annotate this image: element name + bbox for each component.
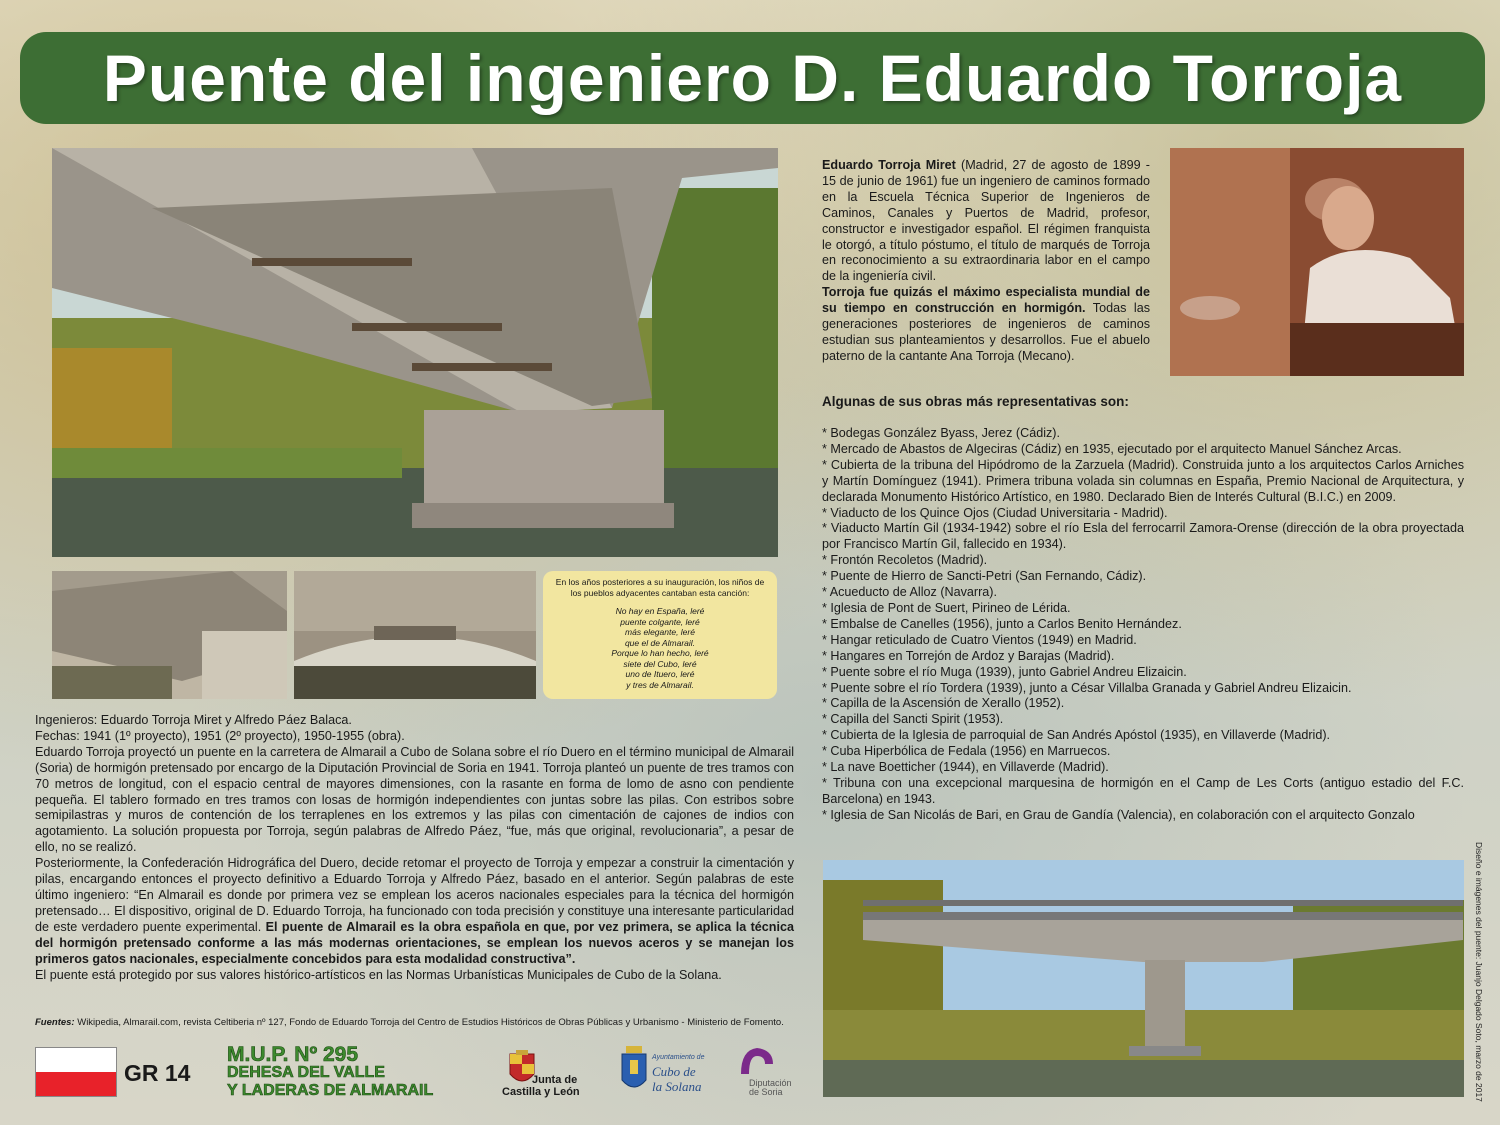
bio-highlight: Torroja fue quizás el máximo especialista mundial de su tiempo en construcción en hormigón. bbox=[822, 285, 1150, 316]
works-list bbox=[822, 426, 1464, 824]
works-item: * Acueducto de Alloz (Navarra). bbox=[822, 585, 998, 600]
mup-number: M.U.P. Nº 295 bbox=[227, 1043, 359, 1066]
bridge-arch-photo bbox=[294, 571, 536, 699]
works-item: * Cubierta de la Iglesia de parroquial de San Andrés Apóstol (1935), en Villaverde (Madrid). bbox=[822, 728, 1331, 743]
torroja-portrait bbox=[1170, 148, 1464, 376]
bio-paragraph-1: (Madrid, 27 de agosto de 1899 - 15 de junio de 1961) fue un ingeniero de caminos formado en la Escuela Técnica Superior de Ingenieros de Caminos, Canales y Puertos de Madrid, profesor, constructor e investigador español. El régimen franquista le otorgó, a título póstumo, el título de marqués de Torroja en reconocimiento a su extraordinaria labor en el campo de la ingeniería civil. bbox=[822, 158, 1150, 284]
history-highlight: El puente de Almarail es la obra española en que, por vez primera, se aplica la técnica del hormigón pretensado conforme a las más modernas orientaciones, se emplean los nuevos aceros y se manejan los primeros gatos nacionales, especialmente concebidos para esta modalidad constructiva”. bbox=[35, 919, 794, 966]
history-paragraph-3: El puente está protegido por sus valores histórico-artísticos en las Normas Urbanísticas Municipales de Cubo de la Solana. bbox=[35, 967, 722, 982]
works-item: * Capilla del Sancti Spirit (1953). bbox=[822, 712, 1004, 727]
works-item: * Viaducto de los Quince Ojos (Ciudad Universitaria - Madrid). bbox=[822, 505, 1168, 520]
bio-text bbox=[822, 158, 1150, 365]
bridge-history-text bbox=[35, 713, 794, 983]
works-item: * Iglesia de San Nicolás de Bari, en Grau de Gandía (Valencia), en colaboración con el arquitecto Gonzalo bbox=[822, 807, 1415, 822]
works-item: * Iglesia de Pont de Suert, Pirineo de Lérida. bbox=[822, 600, 1071, 615]
ayto-line1: Ayuntamiento de bbox=[652, 1054, 705, 1061]
dip-line1: Diputación bbox=[749, 1078, 792, 1088]
works-item: * Puente sobre el río Tordera (1939), junto a César Villalba Granada y Gabriel Andreu Elizaicin. bbox=[822, 680, 1352, 695]
mup-name-line2: Y LADERAS DE ALMARAIL bbox=[227, 1082, 434, 1099]
works-item: * Embalse de Canelles (1956), junto a Carlos Benito Hernández. bbox=[822, 616, 1182, 631]
sources-line bbox=[35, 1017, 805, 1028]
ayto-line2: Cubo de bbox=[652, 1064, 696, 1079]
history-paragraph-2: Posteriormente, la Confederación Hidrográfica del Duero, decide retomar el proyecto de Torroja y empezar a construir la cimentación y pilas, encargando entonces el proyecto definitivo a Eduardo Torroja y Alfredo Páez, basado en el anterior. Según palabras de este último ingeniero: “En Almarail es donde por primera vez se emplean los aceros nacionales especiales para la técnica del hormigón pretensado… El dispositivo, original de D. Eduardo Torroja, ha funcionado con toda precisión y constituye una interesante particularidad de este verdadero puente experimental. bbox=[35, 856, 794, 934]
diputacion-soria-logo bbox=[733, 1046, 803, 1098]
works-item: * Bodegas González Byass, Jerez (Cádiz). bbox=[822, 426, 1060, 440]
junta-line1: Junta de bbox=[532, 1074, 578, 1086]
works-item: * Tribuna con una excepcional marquesina de hormigón en el Camp de Les Corts (antiguo estadio del F.C. Barcelona) en 1943. bbox=[822, 775, 1464, 806]
engineers-line: Ingenieros: Eduardo Torroja Miret y Alfredo Páez Balaca. bbox=[35, 713, 352, 727]
song-verse: No hay en España, leré puente colgante, leré más elegante, leré que el de Almarail. Porque lo han hecho, leré siete del Cubo, leré uno de Ituero, leré y tres de Almarail. bbox=[611, 606, 709, 690]
bridge-abutment-photo bbox=[52, 571, 287, 699]
works-item: * Frontón Recoletos (Madrid). bbox=[822, 553, 988, 568]
history-paragraph-1: Eduardo Torroja proyectó un puente en la carretera de Almarail a Cubo de Solana sobre el río Duero en el término municipal de Almarail (Soria) de hormigón pretensado por encargo de la Diputación Provincial de Soria en 1941. Torroja planteó un puente de tres tramos con 70 metros de longitud, con el espacio central de mayores dimensiones, con la rasante en forma de lomo de asno con pendiente pequeña. El tablero formado en tres tramos con losas de hormigón independientes con juntas sobre las pilas. Con estribos sobre semipilastras y muros de contención de los terraplenes en los extremos y las pilas con cimentación de cajones de indios con agotamiento. La solución propuesta por Torroja, según palabras de Alfredo Páez, “fue, más que original, revolucionaria”, a pesar de ello, no se realizó. bbox=[35, 744, 794, 855]
works-item: * Cubierta de la tribuna del Hipódromo de la Zarzuela (Madrid). Construida junto a los arquitectos Carlos Arniches y Martín Domínguez (1941). Primera tribuna volada sin columnas en España, Premio Nacional de Arquitectura, y declarada Monumento Histórico Artístico, en 1980. Declarado Bien de Interés Cultural (B.I.C.) en 2009. bbox=[822, 457, 1464, 504]
bio-name: Eduardo Torroja Miret bbox=[822, 158, 956, 172]
bridge-underside-photo bbox=[52, 148, 778, 557]
cubo-shield-icon bbox=[620, 1046, 648, 1094]
works-item: * Hangares en Torrejón de Ardoz y Barajas (Madrid). bbox=[822, 648, 1115, 663]
works-item: * Viaducto Martín Gil (1934-1942) sobre el río Esla del ferrocarril Zamora-Orense (dirección de la obra proyectada por Francisco Martín Gil, fallecido en 1934). bbox=[822, 521, 1464, 552]
mup-label bbox=[227, 1043, 434, 1100]
sources-label: Fuentes: bbox=[35, 1017, 75, 1028]
works-item: * Cuba Hiperbólica de Fedala (1956) en Marruecos. bbox=[822, 744, 1111, 759]
gr-trail-flag bbox=[35, 1047, 117, 1097]
dates-line: Fechas: 1941 (1º proyecto), 1951 (2º proyecto), 1950-1955 (obra). bbox=[35, 728, 405, 743]
design-credit: Diseño e imágenes del puente: Juanjo Delgado Soto, marzo de 2017 bbox=[1474, 842, 1484, 1102]
works-item: * Capilla de la Ascensión de Xerallo (1952). bbox=[822, 696, 1065, 711]
bio-paragraph-2: Todas las generaciones posteriores de ingenieros de caminos estudian sus planteamientos y desarrollos. Fue el abuelo paterno de la cantante Ana Torroja (Mecano). bbox=[822, 301, 1150, 363]
diputacion-emblem-icon bbox=[737, 1046, 777, 1076]
junta-line2: Castilla y León bbox=[502, 1086, 580, 1098]
works-item: * Hangar reticulado de Cuatro Vientos (1949) en Madrid. bbox=[822, 632, 1137, 647]
works-title: Algunas de sus obras más representativas son: bbox=[822, 394, 1129, 409]
bridge-side-photo bbox=[823, 860, 1464, 1097]
works-item: * Mercado de Abastos de Algeciras (Cádiz) en 1935, ejecutado por el arquitecto Manuel Sánchez Arcas. bbox=[822, 441, 1402, 456]
song-intro: En los años posteriores a su inauguración, los niños de los pueblos adyacentes cantaban esta canción: bbox=[555, 577, 765, 598]
title-banner bbox=[20, 32, 1485, 124]
dip-line2: de Soria bbox=[749, 1087, 783, 1097]
works-item: * Puente sobre el río Muga (1939), junto Gabriel Andreu Elizaicin. bbox=[822, 664, 1187, 679]
junta-logo bbox=[502, 1048, 592, 1098]
gr-label: GR 14 bbox=[124, 1060, 191, 1086]
works-item: * Puente de Hierro de Sancti-Petri (San Fernando, Cádiz). bbox=[822, 569, 1147, 584]
ayto-line3: la Solana bbox=[652, 1079, 702, 1094]
works-item: * La nave Boetticher (1944), en Villaverde (Madrid). bbox=[822, 760, 1109, 775]
sources-text: Wikipedia, Almarail.com, revista Celtiberia nº 127, Fondo de Eduardo Torroja del Centro de Estudios Históricos de Obras Públicas y Urbanismo - Ministerio de Fomento. bbox=[74, 1017, 784, 1028]
page-title: Puente del ingeniero D. Eduardo Torroja bbox=[102, 41, 1403, 115]
song-box bbox=[543, 571, 777, 699]
mup-name-line1: DEHESA DEL VALLE bbox=[227, 1064, 385, 1081]
cubo-solana-logo bbox=[620, 1046, 720, 1100]
